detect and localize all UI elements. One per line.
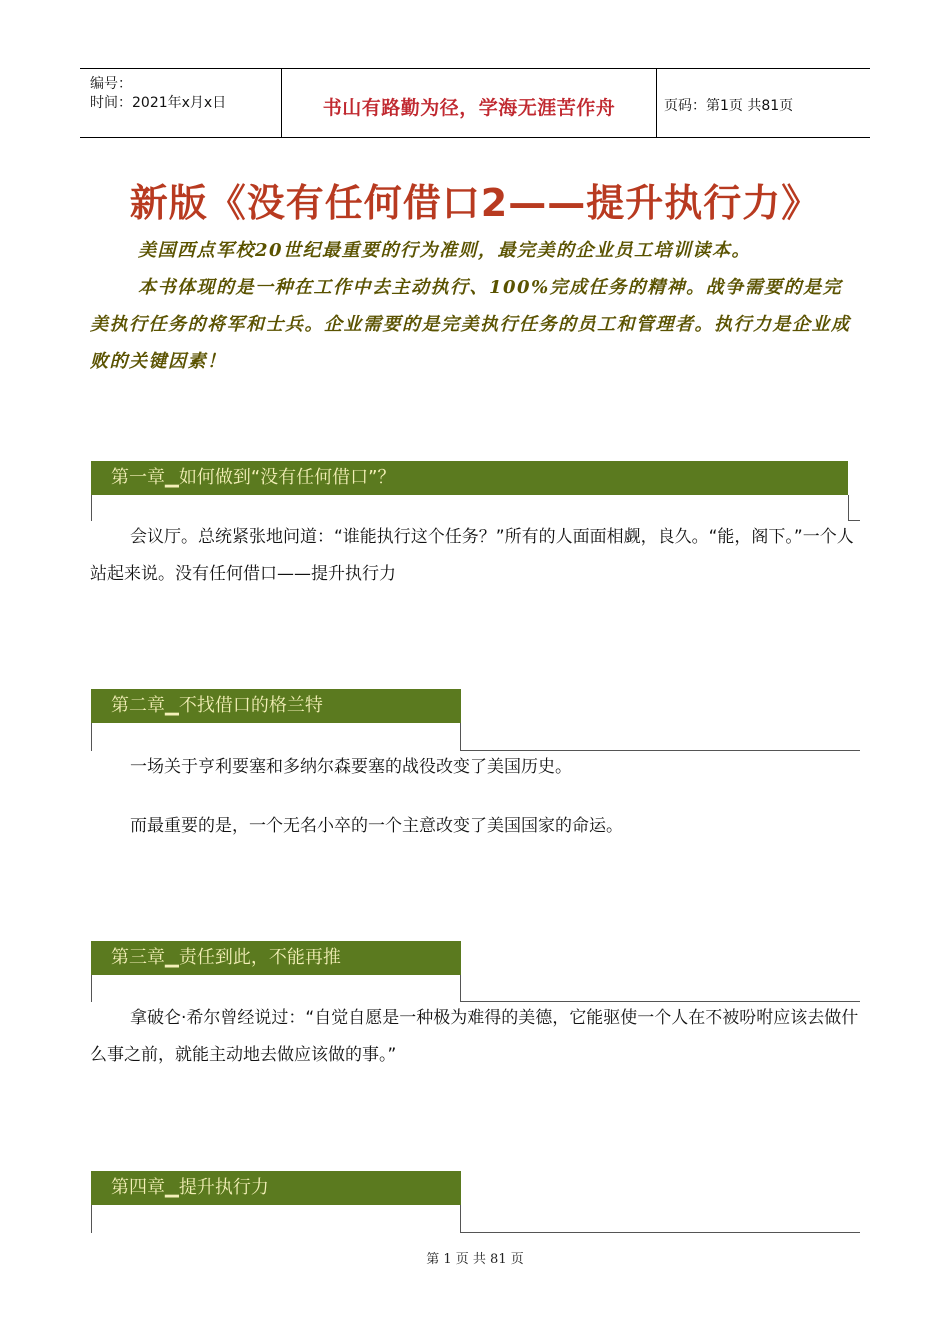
chapter-3-body (90, 1000, 860, 1074)
chapter-2-body (90, 749, 860, 786)
header-meta-cell (80, 69, 281, 137)
chapter-2-heading: 第二章▁不找借口的格兰特 (91, 689, 461, 723)
body-paragraph: 会议厅。总统紧张地问道：“谁能执行这个任务？”所有的人面面相觑，良久。“能，阁下。”一个人站起来说。没有任何借口——提升执行力 (90, 527, 854, 584)
document-title: 新版《没有任何借口2——提升执行力》 (129, 181, 821, 225)
header-page-cell (656, 69, 870, 137)
body-paragraph: 一场关于亨利要塞和多纳尔森要塞的战役改变了美国历史。 (130, 757, 572, 777)
chapter-4-heading: 第四章▁提升执行力 (91, 1171, 461, 1205)
body-paragraph: 而最重要的是，一个无名小卒的一个主意改变了美国国家的命运。 (130, 816, 623, 836)
page-label: 页码：第1页 共81页 (664, 98, 794, 114)
chapter-rule (460, 723, 461, 751)
intro-section (90, 232, 860, 380)
page-footer: 第 1 页 共 81 页 (426, 1252, 524, 1267)
chapter-3-heading: 第三章▁责任到此，不能再推 (91, 941, 461, 975)
motto: 书山有路勤为径，学海无涯苦作舟 (322, 97, 616, 119)
chapter-rule (91, 1205, 92, 1233)
chapter-1-body (90, 519, 860, 593)
body-paragraph: 拿破仑·希尔曾经说过：“自觉自愿是一种极为难得的美德，它能驱使一个人在不被吩咐应该去做什么事之前，就能主动地去做应该做的事。” (90, 1008, 859, 1065)
intro-paragraph: 本书体现的是一种在工作中去主动执行、100%完成任务的精神。战争需要的是完美执行任务的将军和士兵。企业需要的是完美执行任务的员工和管理者。执行力是企业成败的关键因素！ (90, 277, 851, 372)
chapter-rule (460, 1205, 461, 1233)
chapter-1-heading: 第一章▁如何做到“没有任何借口”？ (91, 461, 848, 495)
chapter-rule (91, 975, 92, 1002)
chapter-rule (460, 975, 461, 1002)
chapter-rule (91, 723, 92, 751)
time-label: 时间：2021年x月x日 (90, 95, 227, 111)
chapter-rule (460, 1232, 860, 1233)
chapter-rule (848, 495, 849, 521)
chapter-2-body (90, 808, 860, 845)
number-label: 编号： (90, 76, 132, 92)
intro-paragraph: 美国西点军校20世纪最重要的行为准则，最完美的企业员工培训读本。 (138, 240, 752, 261)
header-motto-cell (281, 69, 657, 137)
document-header (80, 68, 870, 138)
chapter-rule (91, 495, 92, 521)
